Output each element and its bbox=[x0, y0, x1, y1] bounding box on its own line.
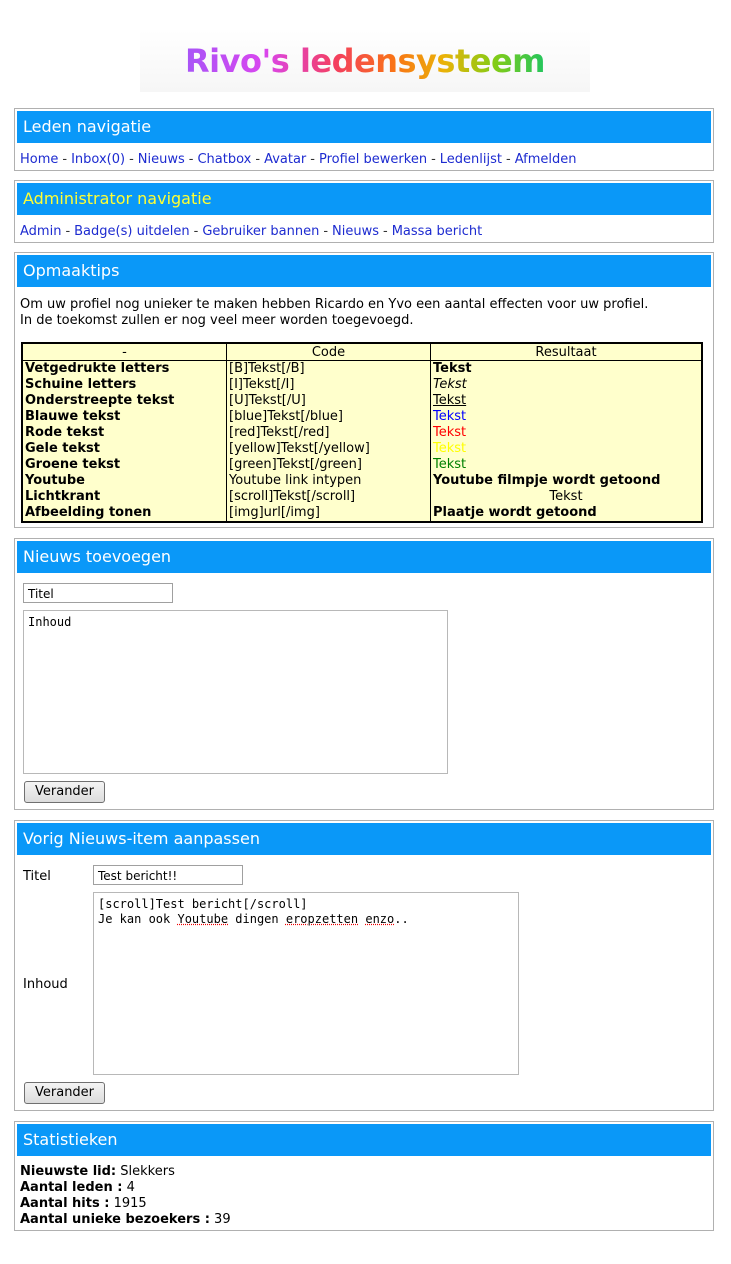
column-header-name: - bbox=[22, 343, 227, 361]
tip-code: [img]url[/img] bbox=[227, 505, 431, 522]
nav-link-nieuws[interactable]: Nieuws bbox=[137, 152, 185, 167]
text-part: dingen bbox=[228, 912, 286, 926]
tip-code: [scroll]Tekst[/scroll] bbox=[227, 489, 431, 505]
tip-name: Vetgedrukte letters bbox=[22, 361, 227, 378]
result-youtube: Youtube filmpje wordt getoond bbox=[433, 473, 661, 488]
tip-result bbox=[431, 425, 703, 441]
tip-code: Youtube link intypen bbox=[227, 473, 431, 489]
tip-result bbox=[431, 505, 703, 522]
tip-result bbox=[431, 457, 703, 473]
admin-link-massa-bericht[interactable]: Massa bericht bbox=[391, 224, 483, 239]
result-underline: Tekst bbox=[433, 393, 467, 408]
verander-button[interactable]: Verander bbox=[24, 781, 105, 803]
nav-link-profiel-bewerken[interactable]: Profiel bewerken bbox=[318, 152, 428, 167]
tip-name: Rode tekst bbox=[22, 425, 227, 441]
misspelled-word: enzo bbox=[365, 912, 395, 926]
tip-result bbox=[431, 489, 703, 505]
opmaaktips-title: Opmaaktips bbox=[17, 255, 711, 287]
intro-line-2: In de toekomst zullen er nog veel meer worden toegevoegd. bbox=[20, 313, 414, 328]
tip-name: Blauwe tekst bbox=[22, 409, 227, 425]
stat-value: 39 bbox=[214, 1212, 231, 1227]
nav-link-home[interactable]: Home bbox=[20, 152, 59, 167]
result-image: Plaatje wordt getoond bbox=[433, 505, 597, 520]
content-line-2 bbox=[98, 912, 514, 927]
tip-name: Youtube bbox=[22, 473, 227, 489]
separator: - bbox=[255, 152, 261, 167]
tip-result bbox=[431, 409, 703, 425]
misspelled-word: eropzetten bbox=[285, 912, 359, 926]
tip-name: Gele tekst bbox=[22, 441, 227, 457]
verander-button[interactable]: Verander bbox=[24, 1082, 105, 1104]
table-row bbox=[22, 393, 702, 409]
stat-value: 1915 bbox=[113, 1196, 147, 1211]
separator: - bbox=[383, 224, 388, 239]
stat-label: Aantal unieke bezoekers : bbox=[20, 1212, 210, 1227]
text-part: .. bbox=[394, 912, 409, 926]
opmaaktips-intro bbox=[15, 289, 713, 329]
table-row bbox=[22, 361, 702, 378]
table-row bbox=[22, 441, 702, 457]
table-header-row bbox=[22, 343, 702, 361]
stat-row bbox=[20, 1180, 713, 1196]
table-row bbox=[22, 425, 702, 441]
nieuws-aanpassen-title: Vorig Nieuws-item aanpassen bbox=[17, 823, 711, 855]
admin-link-admin[interactable]: Admin bbox=[20, 224, 62, 239]
table-row bbox=[22, 489, 702, 505]
tip-result bbox=[431, 361, 703, 378]
tip-name: Schuine letters bbox=[22, 377, 227, 393]
admin-nav-links bbox=[15, 217, 713, 239]
leden-nav-links bbox=[15, 145, 713, 167]
separator: - bbox=[62, 152, 68, 167]
misspelled-word: Youtube bbox=[177, 912, 229, 926]
separator: - bbox=[506, 152, 511, 167]
admin-nav-title: Administrator navigatie bbox=[17, 183, 711, 215]
logo-text: Rivo's ledensysteem bbox=[185, 42, 545, 80]
tip-result bbox=[431, 393, 703, 409]
stat-row bbox=[20, 1196, 713, 1212]
tip-code: [B]Tekst[/B] bbox=[227, 361, 431, 378]
leden-nav-title: Leden navigatie bbox=[17, 111, 711, 143]
admin-link-gebruiker-bannen[interactable]: Gebruiker bannen bbox=[202, 224, 320, 239]
format-tips-table bbox=[21, 342, 703, 523]
text-part: Je kan ook bbox=[98, 912, 178, 926]
stat-row bbox=[20, 1164, 713, 1180]
tip-name: Groene tekst bbox=[22, 457, 227, 473]
edit-content-textarea[interactable] bbox=[93, 892, 519, 1075]
tip-code: [yellow]Tekst[/yellow] bbox=[227, 441, 431, 457]
titel-label: Titel bbox=[23, 869, 51, 884]
tip-code: [U]Tekst[/U] bbox=[227, 393, 431, 409]
result-italic: Tekst bbox=[433, 377, 467, 392]
admin-link-nieuws[interactable]: Nieuws bbox=[332, 224, 380, 239]
nav-link-avatar[interactable]: Avatar bbox=[264, 152, 307, 167]
edit-title-input[interactable]: Test bericht!! bbox=[93, 865, 243, 885]
separator: - bbox=[129, 152, 134, 167]
content-line-1: [scroll]Test bericht[/scroll] bbox=[98, 897, 308, 911]
tip-code: [blue]Tekst[/blue] bbox=[227, 409, 431, 425]
result-red: Tekst bbox=[433, 425, 467, 440]
result-blue: Tekst bbox=[433, 409, 467, 424]
tip-result bbox=[431, 377, 703, 393]
nieuws-toevoegen-panel bbox=[14, 538, 714, 810]
separator: - bbox=[310, 152, 315, 167]
news-title-input[interactable]: Titel bbox=[23, 583, 173, 603]
separator: - bbox=[65, 224, 71, 239]
news-content-textarea[interactable]: Inhoud bbox=[23, 610, 448, 774]
separator: - bbox=[193, 224, 199, 239]
nav-link-chatbox[interactable]: Chatbox bbox=[197, 152, 252, 167]
result-bold: Tekst bbox=[433, 361, 472, 376]
inhoud-label: Inhoud bbox=[23, 977, 68, 992]
nav-link-ledenlijst[interactable]: Ledenlijst bbox=[439, 152, 502, 167]
stat-value: 4 bbox=[126, 1180, 135, 1195]
separator: - bbox=[188, 152, 194, 167]
result-yellow: Tekst bbox=[433, 441, 467, 456]
column-header-code: Code bbox=[227, 343, 431, 361]
column-header-result: Resultaat bbox=[431, 343, 703, 361]
nav-link-afmelden[interactable]: Afmelden bbox=[514, 152, 577, 167]
nieuws-aanpassen-panel bbox=[14, 820, 714, 1111]
stat-label: Aantal hits : bbox=[20, 1196, 110, 1211]
opmaaktips-panel bbox=[14, 252, 714, 528]
table-row bbox=[22, 505, 702, 522]
nieuws-toevoegen-title: Nieuws toevoegen bbox=[17, 541, 711, 573]
stat-value: Slekkers bbox=[120, 1164, 175, 1179]
separator: - bbox=[431, 152, 436, 167]
tip-name: Lichtkrant bbox=[22, 489, 227, 505]
statistieken-panel bbox=[14, 1121, 714, 1231]
nav-link-inbox[interactable]: Inbox(0) bbox=[71, 152, 126, 167]
stat-label: Aantal leden : bbox=[20, 1180, 123, 1195]
tip-code: [red]Tekst[/red] bbox=[227, 425, 431, 441]
table-row bbox=[22, 457, 702, 473]
admin-navigatie-panel bbox=[14, 180, 714, 243]
tip-result bbox=[431, 473, 703, 489]
tip-code: [green]Tekst[/green] bbox=[227, 457, 431, 473]
stat-row bbox=[20, 1212, 713, 1228]
stat-label: Nieuwste lid: bbox=[20, 1164, 117, 1179]
result-scroll: Tekst bbox=[549, 489, 583, 504]
leden-navigatie-panel bbox=[14, 108, 714, 171]
tip-name: Afbeelding tonen bbox=[22, 505, 227, 522]
table-row bbox=[22, 377, 702, 393]
tip-name: Onderstreepte tekst bbox=[22, 393, 227, 409]
tip-result bbox=[431, 441, 703, 457]
table-row bbox=[22, 473, 702, 489]
statistieken-title: Statistieken bbox=[17, 1124, 711, 1156]
intro-line-1: Om uw profiel nog unieker te maken hebben Ricardo en Yvo een aantal effecten voor uw profiel. bbox=[20, 297, 649, 312]
table-row bbox=[22, 409, 702, 425]
admin-link-badges[interactable]: Badge(s) uitdelen bbox=[74, 224, 190, 239]
tip-code: [I]Tekst[/I] bbox=[227, 377, 431, 393]
statistieken-list bbox=[15, 1158, 713, 1228]
separator: - bbox=[323, 224, 329, 239]
result-green: Tekst bbox=[433, 457, 467, 472]
site-logo bbox=[140, 30, 590, 92]
